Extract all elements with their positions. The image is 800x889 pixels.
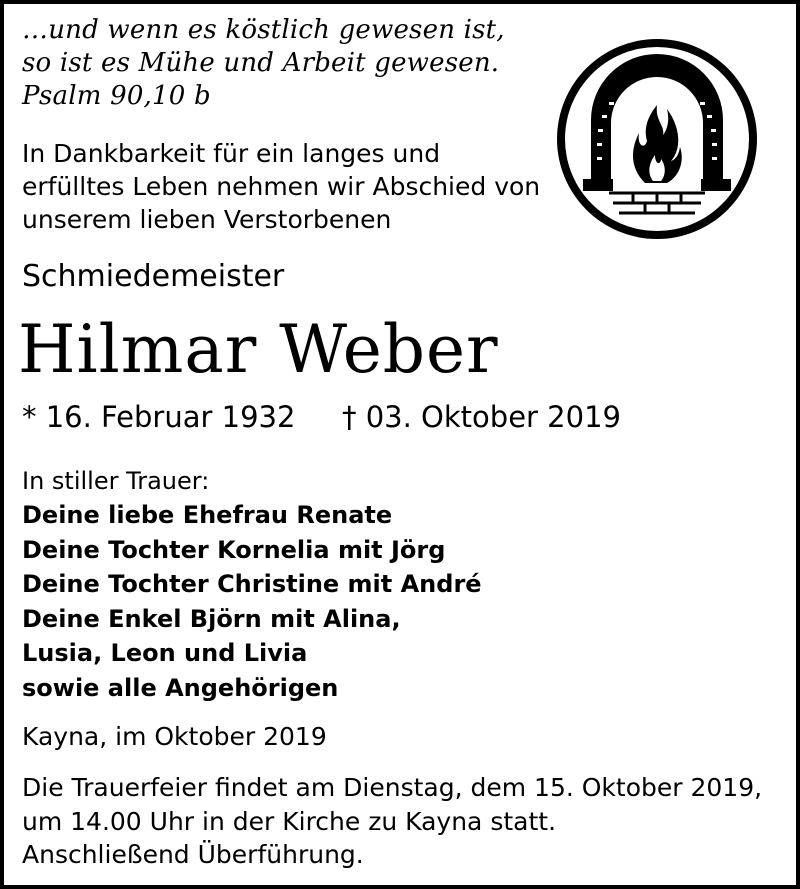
intro-text (22, 137, 540, 236)
place-date: Kayna, im Oktober 2019 (22, 722, 327, 751)
ceremony-line: Anschließend Überführung. (22, 840, 364, 869)
mourner-line: Deine liebe Ehefrau Renate (22, 501, 393, 529)
mourner-line: Deine Enkel Björn mit Alina, (22, 604, 401, 633)
birth-date: * 16. Februar 1932 (22, 400, 296, 434)
mourner-line: Deine Tochter Kornelia mit Jörg (22, 535, 446, 564)
horseshoe-anvil-fire-icon (553, 35, 761, 243)
mourner-line: sowie alle Angehörigen (22, 673, 339, 702)
deceased-name: Hilmar Weber (18, 311, 499, 388)
mourner-line: Lusia, Leon und Livia (22, 639, 308, 668)
intro-line: unserem lieben Verstorbenen (22, 205, 392, 234)
intro-line: In Dankbarkeit für ein langes und (22, 139, 441, 168)
ceremony-line: Die Trauerfeier findet am Dienstag, dem 15. Oktober 2019, (22, 773, 763, 802)
ceremony-line: um 14.00 Uhr in der Kirche zu Kayna statt. (22, 806, 557, 836)
mourners-list (22, 498, 482, 706)
ceremony-info (22, 771, 762, 872)
quote-line: …und wenn es köstlich gewesen ist, (22, 15, 505, 45)
intro-line: erfülltes Leben nehmen wir Abschied von (22, 172, 541, 201)
mourning-heading: In stiller Trauer: (22, 467, 210, 495)
deceased-title: Schmiedemeister (22, 259, 285, 294)
bible-quote (22, 14, 505, 113)
quote-reference: Psalm 90,10 b (22, 81, 211, 111)
mourner-line: Deine Tochter Christine mit André (22, 570, 482, 599)
death-date: † 03. Oktober 2019 (342, 400, 621, 434)
quote-line: so ist es Mühe und Arbeit gewesen. (22, 48, 500, 78)
